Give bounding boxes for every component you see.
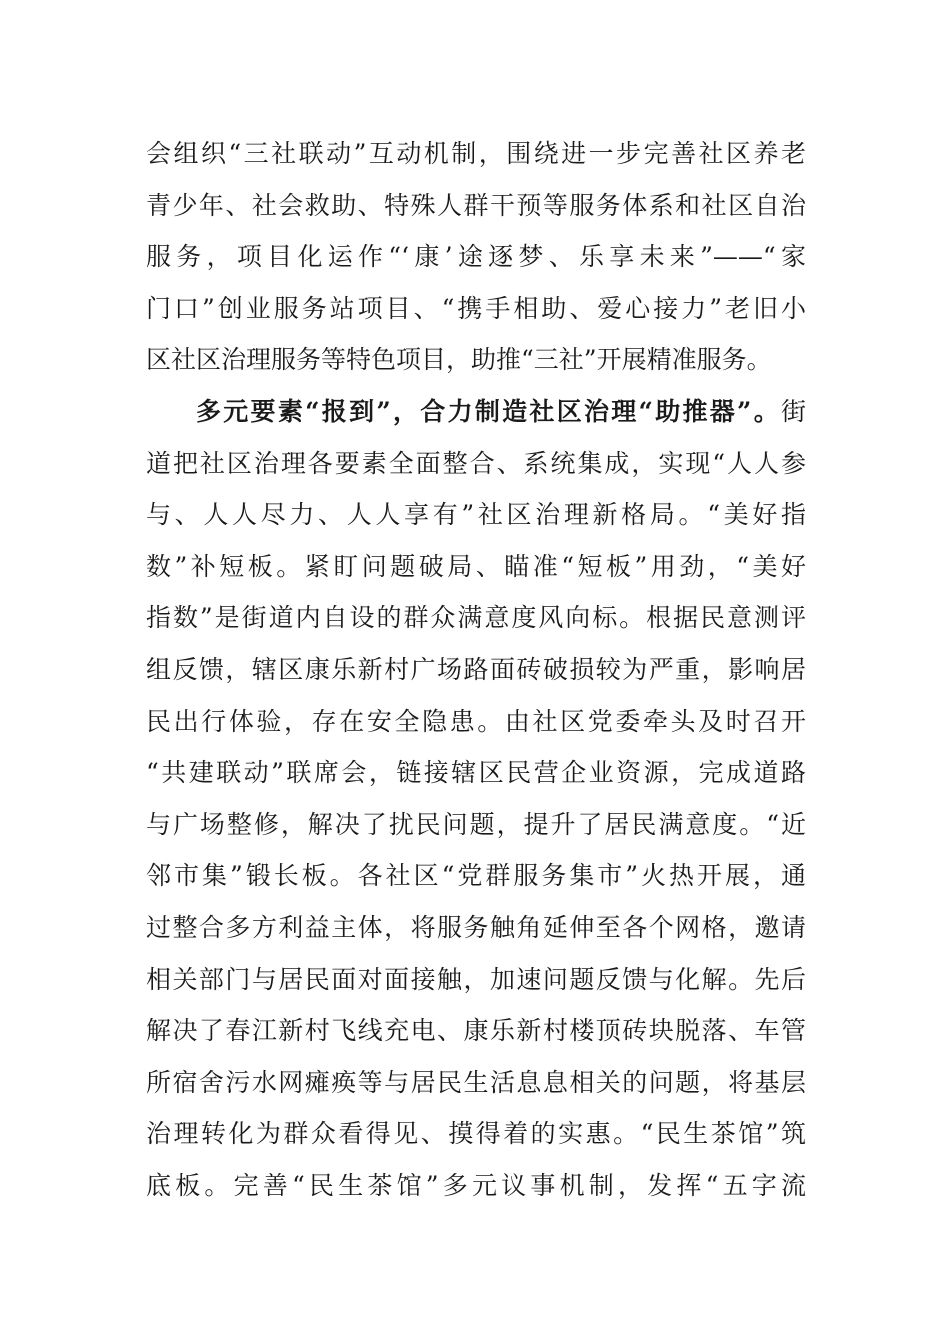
paragraph-line: 道把社区治理各要素全面整合、系统集成，实现“人人参 [146,448,806,478]
paragraph-2 [146,386,806,1212]
paragraph-line: 区社区治理服务等特色项目，助推“三社”开展精准服务。 [146,345,772,375]
paragraph-line: 门口”创业服务站项目、“携手相助、爱心接力”老旧小 [146,293,806,323]
paragraph-line: 青少年、社会救助、特殊人群干预等服务体系和社区自治 [146,190,806,220]
paragraph-line: 与、人人尽力、人人享有”社区治理新格局。“美好指 [146,500,806,530]
paragraph-line-tail: 街 [780,396,806,426]
paragraph-line: 底板。完善“民生茶馆”多元议事机制，发挥“五字流 [146,1170,806,1200]
paragraph-line: 指数”是街道内自设的群众满意度风向标。根据民意测评 [146,603,806,633]
paragraph-first-line [146,386,806,438]
paragraph-line: 相关部门与居民面对面接触，加速问题反馈与化解。先后 [146,964,806,994]
paragraph-line: 所宿舍污水网瘫痪等与居民生活息息相关的问题，将基层 [146,1067,806,1097]
paragraph-line: “共建联动”联席会，链接辖区民营企业资源，完成道路 [146,758,806,788]
paragraph-line: 邻市集”锻长板。各社区“党群服务集市”火热开展，通 [146,861,806,891]
paragraph-line: 治理转化为群众看得见、摸得着的实惠。“民生茶馆”筑 [146,1119,806,1149]
paragraph-line: 民出行体验，存在安全隐患。由社区党委牵头及时召开 [146,706,806,736]
paragraph-1 [146,128,806,386]
paragraph-line: 组反馈，辖区康乐新村广场路面砖破损较为严重，影响居 [146,654,806,684]
document-body [146,128,806,1211]
paragraph-line: 解决了春江新村飞线充电、康乐新村楼顶砖块脱落、车管 [146,1016,806,1046]
paragraph-line: 数”补短板。紧盯问题破局、瞄准“短板”用劲，“美好 [146,551,806,581]
paragraph-line: 服务，项目化运作“‘康’途逐梦、乐享未来”——“家 [146,242,806,272]
paragraph-line: 过整合多方利益主体，将服务触角延伸至各个网格，邀请 [146,912,806,942]
paragraph-lead-heading: 多元要素“报到”，合力制造社区治理“助推器”。 [196,396,781,426]
paragraph-line: 会组织“三社联动”互动机制，围绕进一步完善社区养老 [146,139,806,168]
paragraph-line: 与广场整修，解决了扰民问题，提升了居民满意度。“近 [146,809,806,839]
